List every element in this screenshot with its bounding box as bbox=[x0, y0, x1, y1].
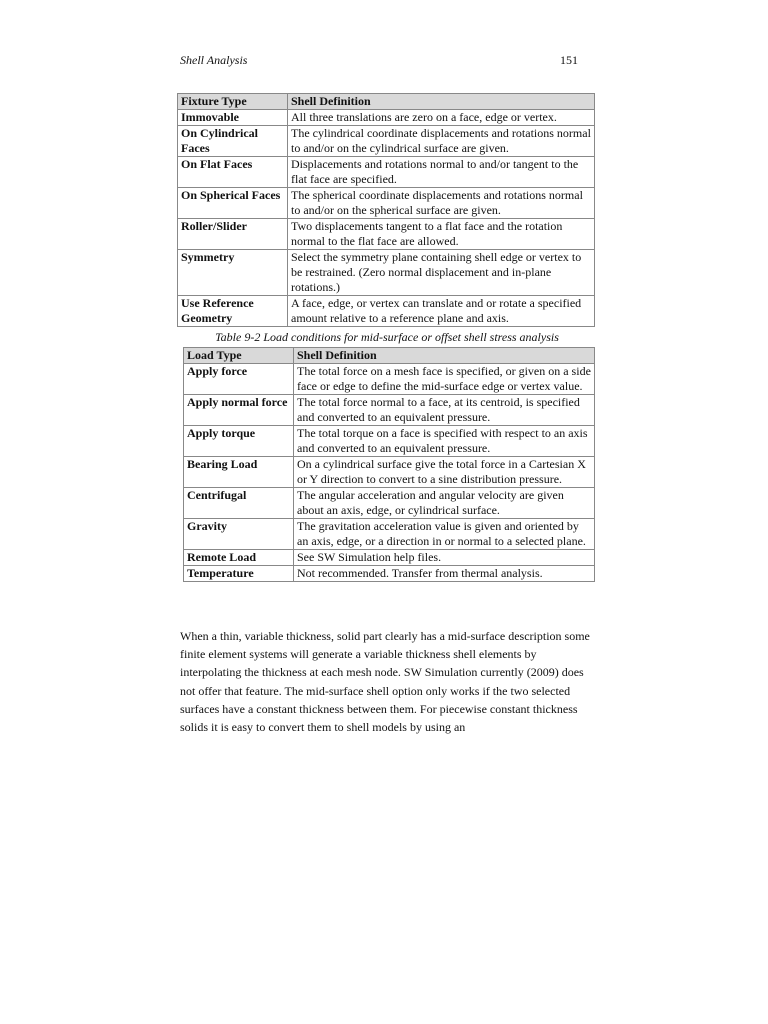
table-row bbox=[178, 250, 595, 296]
fixture-type-cell: Roller/Slider bbox=[178, 219, 288, 250]
fixture-type-cell: On Flat Faces bbox=[178, 157, 288, 188]
shell-definition-cell: Two displacements tangent to a flat face and the rotation normal to the flat face are allowed. bbox=[288, 219, 595, 250]
table-caption: Table 9-2 Load conditions for mid-surface or offset shell stress analysis bbox=[215, 330, 559, 344]
table-row bbox=[178, 110, 595, 126]
shell-definition-cell: Not recommended. Transfer from thermal analysis. bbox=[294, 566, 595, 582]
table-row bbox=[178, 157, 595, 188]
table-row bbox=[184, 457, 595, 488]
column-header-shell-definition: Shell Definition bbox=[288, 94, 595, 110]
load-type-cell: Apply force bbox=[184, 364, 294, 395]
shell-definition-cell: See SW Simulation help files. bbox=[294, 550, 595, 566]
table-header-row bbox=[184, 348, 595, 364]
load-type-cell: Centrifugal bbox=[184, 488, 294, 519]
table-row bbox=[178, 126, 595, 157]
fixture-type-table bbox=[177, 93, 595, 327]
running-header bbox=[180, 53, 578, 68]
column-header-shell-definition: Shell Definition bbox=[294, 348, 595, 364]
fixture-type-cell: Immovable bbox=[178, 110, 288, 126]
table-header-row bbox=[178, 94, 595, 110]
load-type-cell: Apply torque bbox=[184, 426, 294, 457]
shell-definition-cell: All three translations are zero on a face, edge or vertex. bbox=[288, 110, 595, 126]
shell-definition-cell: A face, edge, or vertex can translate and or rotate a specified amount relative to a reference plane and axis. bbox=[288, 296, 595, 327]
shell-definition-cell: The angular acceleration and angular velocity are given about an axis, edge, or cylindrical surface. bbox=[294, 488, 595, 519]
table-row bbox=[178, 188, 595, 219]
body-paragraph: When a thin, variable thickness, solid part clearly has a mid-surface description some finite element systems will generate a variable thickness shell elements by interpolating the thickness at each mesh node. SW Simulation currently (2009) does not offer that feature. The mid-surface shell option only works if the two selected surfaces have a constant thickness between them. For piecewise constant thickness solids it is easy to convert them to shell models by using an bbox=[180, 629, 590, 735]
table-row bbox=[178, 219, 595, 250]
load-type-cell: Bearing Load bbox=[184, 457, 294, 488]
table-row bbox=[184, 519, 595, 550]
fixture-type-cell: On Cylindrical Faces bbox=[178, 126, 288, 157]
load-type-cell: Gravity bbox=[184, 519, 294, 550]
shell-definition-cell: The total torque on a face is specified with respect to an axis and converted to an equivalent pressure. bbox=[294, 426, 595, 457]
table-row bbox=[184, 488, 595, 519]
column-header-load-type: Load Type bbox=[184, 348, 294, 364]
shell-definition-cell: On a cylindrical surface give the total force in a Cartesian X or Y direction to convert to a sine distribution pressure. bbox=[294, 457, 595, 488]
load-type-cell: Apply normal force bbox=[184, 395, 294, 426]
fixture-type-cell: On Spherical Faces bbox=[178, 188, 288, 219]
shell-definition-cell: The cylindrical coordinate displacements and rotations normal to and/or on the cylindrical surface are given. bbox=[288, 126, 595, 157]
page-number: 151 bbox=[560, 53, 578, 67]
shell-definition-cell: The total force on a mesh face is specified, or given on a side face or edge to define the mid-surface edge or vertex value. bbox=[294, 364, 595, 395]
table-row bbox=[184, 550, 595, 566]
load-type-cell: Temperature bbox=[184, 566, 294, 582]
table-row bbox=[184, 395, 595, 426]
fixture-type-cell: Symmetry bbox=[178, 250, 288, 296]
table-row bbox=[178, 296, 595, 327]
load-type-cell: Remote Load bbox=[184, 550, 294, 566]
table-row bbox=[184, 566, 595, 582]
shell-definition-cell: The gravitation acceleration value is given and oriented by an axis, edge, or a direction in or normal to a selected plane. bbox=[294, 519, 595, 550]
table-row bbox=[184, 426, 595, 457]
shell-definition-cell: The total force normal to a face, at its centroid, is specified and converted to an equivalent pressure. bbox=[294, 395, 595, 426]
shell-definition-cell: Displacements and rotations normal to and/or tangent to the flat face are specified. bbox=[288, 157, 595, 188]
table-row bbox=[184, 364, 595, 395]
running-title: Shell Analysis bbox=[180, 53, 248, 67]
shell-definition-cell: Select the symmetry plane containing shell edge or vertex to be restrained. (Zero normal displacement and in-plane rotations.) bbox=[288, 250, 595, 296]
fixture-type-cell: Use Reference Geometry bbox=[178, 296, 288, 327]
load-type-table bbox=[183, 347, 595, 582]
shell-definition-cell: The spherical coordinate displacements and rotations normal to and/or on the spherical surface are given. bbox=[288, 188, 595, 219]
column-header-fixture-type: Fixture Type bbox=[178, 94, 288, 110]
